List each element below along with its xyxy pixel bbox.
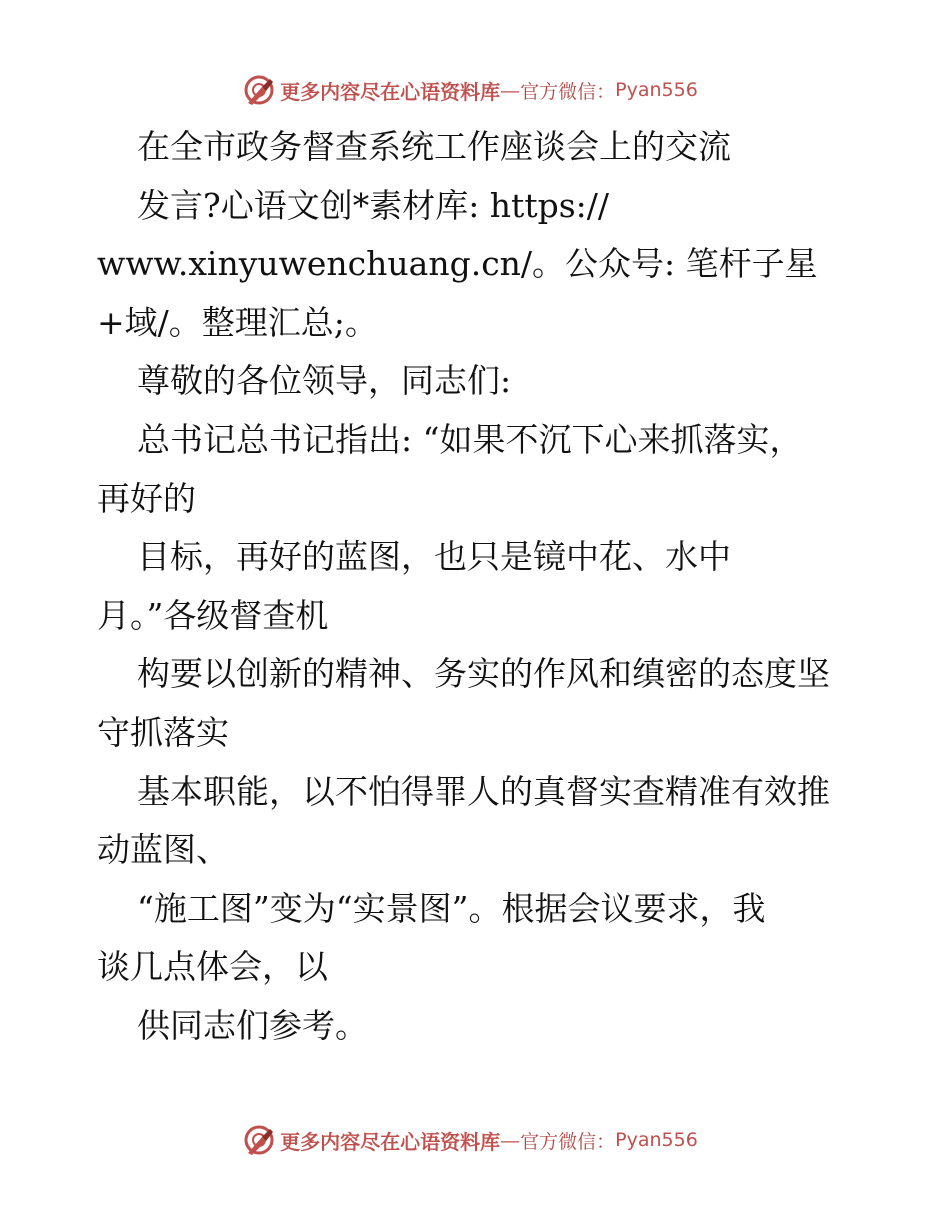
doc-line: 构要以创新的精神、务实的作风和缜密的态度坚 bbox=[137, 654, 830, 694]
banner-dash: — bbox=[500, 1128, 521, 1152]
footer-banner-inner bbox=[242, 1123, 698, 1157]
header-banner-inner bbox=[242, 73, 698, 107]
doc-line: 目标，再好的蓝图，也只是镜中花、水中 bbox=[137, 537, 731, 577]
document-body bbox=[97, 118, 857, 1056]
banner-wechat-id: Pyan556 bbox=[615, 1129, 698, 1151]
footer-banner bbox=[0, 1120, 950, 1160]
doc-line: 总书记总书记指出: “如果不沉下心来抓落实， bbox=[137, 419, 803, 459]
banner-main-text: 更多内容尽在心语资料库 bbox=[280, 79, 501, 104]
doc-line: 供同志们参考。 bbox=[137, 1005, 368, 1045]
pen-logo-icon bbox=[242, 1123, 276, 1157]
header-banner bbox=[0, 70, 950, 110]
doc-line: 再好的 bbox=[97, 478, 196, 518]
doc-line: 月。”各级督查机 bbox=[97, 595, 329, 635]
doc-line: 谈几点体会，以 bbox=[97, 947, 328, 987]
doc-line: 发言?心语文创*素材库: https:// bbox=[137, 185, 609, 225]
doc-line: 尊敬的各位领导，同志们: bbox=[137, 361, 512, 401]
doc-line: 在全市政务督查系统工作座谈会上的交流 bbox=[137, 127, 731, 166]
doc-line: 动蓝图、 bbox=[97, 830, 229, 870]
banner-main-text: 更多内容尽在心语资料库 bbox=[280, 1129, 501, 1154]
banner-sub-text: 官方微信： bbox=[520, 1130, 616, 1153]
banner-sub-text: 官方微信： bbox=[520, 80, 616, 103]
pen-logo-icon bbox=[242, 73, 276, 107]
banner-wechat-id: Pyan556 bbox=[615, 79, 698, 101]
doc-line: “施工图”变为“实景图”。根据会议要求，我 bbox=[137, 888, 766, 928]
doc-line: 基本职能，以不怕得罪人的真督实查精准有效推 bbox=[137, 771, 830, 811]
doc-line: +域/。整理汇总;。 bbox=[97, 302, 378, 342]
banner-dash: — bbox=[500, 78, 521, 102]
doc-line: 守抓落实 bbox=[97, 712, 229, 752]
doc-line: www.xinyuwenchuang.cn/。公众号: 笔杆子星 bbox=[97, 244, 818, 284]
